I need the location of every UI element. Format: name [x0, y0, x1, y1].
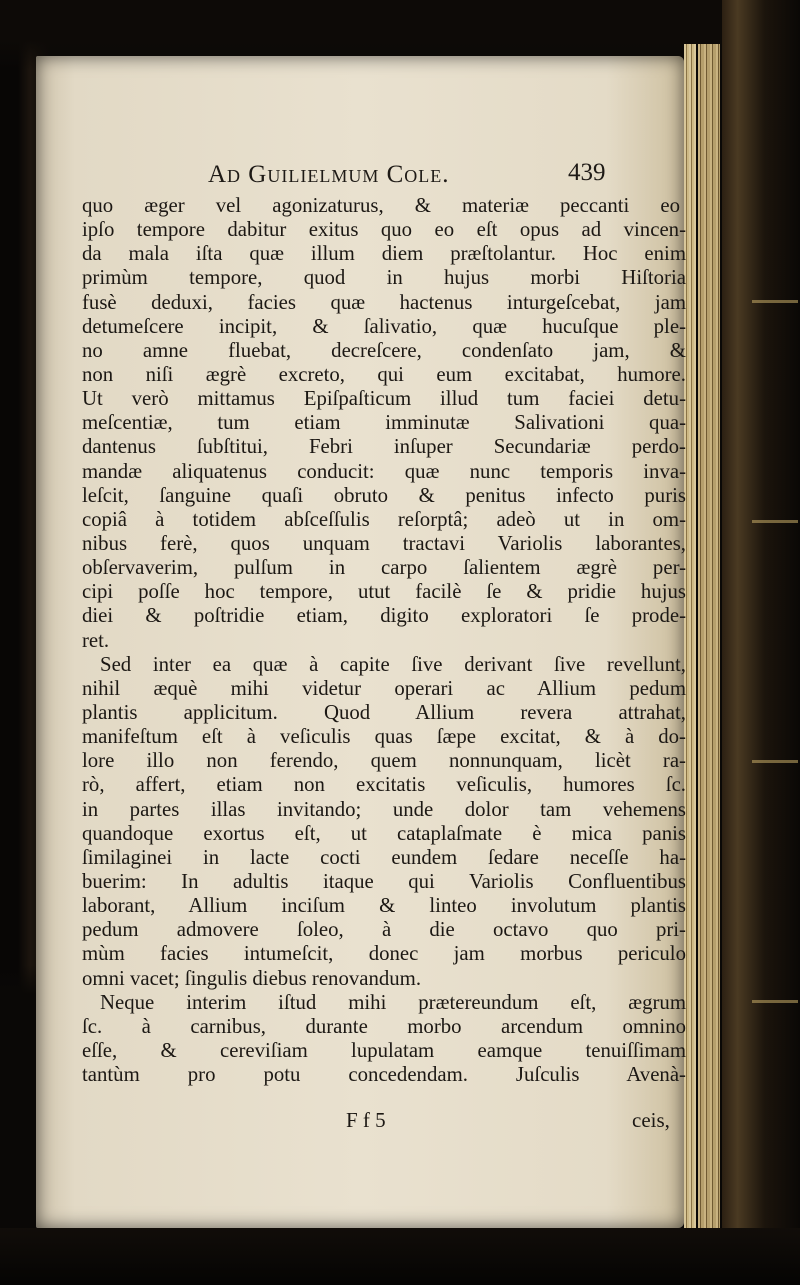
book-edge-shadow — [722, 0, 800, 1285]
text-line: dantenus ſubſtitui, Febri inſuper Secundariæ perdo- — [82, 435, 686, 459]
page-paper — [36, 56, 684, 1228]
text-line: in partes illas invitando; unde dolor tam vehemens — [82, 797, 686, 821]
text-line: diei & poſtridie etiam, digito exploratori ſe prode- — [82, 604, 686, 628]
text-line: non niſi ægrè excreto, qui eum excitabat, humore. — [82, 362, 686, 386]
binding-mark — [752, 760, 798, 763]
page-number: 439 — [568, 159, 606, 186]
text-line: laborant, Allium inciſum & linteo involutum plantis — [82, 894, 686, 918]
text-line: meſcentiæ, tum etiam imminutæ Salivationi qua- — [82, 411, 686, 435]
text-line: mandæ aliquatenus conducit: quæ nunc temporis inva- — [82, 459, 686, 483]
text-line: primùm tempore, quod in hujus morbi Hiſtoria — [82, 266, 686, 290]
text-line: detumeſcere incipit, & ſalivatio, quæ hucuſque ple- — [82, 314, 686, 338]
text-line: manifeſtum eſt à veſiculis quas ſæpe excitat, & à do- — [82, 725, 686, 749]
text-line: no amne fluebat, decreſcere, condenſato jam, & — [82, 338, 686, 362]
binding-mark — [752, 300, 798, 303]
text-line: plantis applicitum. Quod Allium revera attrahat, — [82, 700, 686, 724]
binding-mark — [752, 520, 798, 523]
text-line: rò, affert, etiam non excitatis veſiculis, humores ſc. — [82, 773, 686, 797]
running-title: Ad Guilielmum Cole. — [208, 161, 450, 188]
text-line: tantùm pro potu concedendam. Juſculis Avenà- — [82, 1063, 686, 1087]
text-line: obſervaverim, pulſum in carpo ſalientem ægrè per- — [82, 556, 686, 580]
text-line: ret. — [82, 628, 110, 652]
text-line: copiâ à totidem abſceſſulis reſorptâ; adeò ut in om- — [82, 507, 686, 531]
binding-mark — [752, 1000, 798, 1003]
text-line: nihil æquè mihi videtur operari ac Allium pedum — [82, 676, 686, 700]
text-line: ipſo tempore dabitur exitus quo eo eſt opus ad vincen- — [82, 218, 686, 242]
scan-bottom-border — [0, 1228, 800, 1285]
text-line: cipi poſſe hoc tempore, utut facilè ſe & pridie hujus — [82, 580, 686, 604]
text-line: leſcit, ſanguine quaſi obruto & penitus infecto puris — [82, 483, 686, 507]
text-line: buerim: In adultis itaque qui Variolis Confluentibus — [82, 869, 686, 893]
text-line: ſimilaginei in lacte cocti eundem ſedare neceſſe ha- — [82, 845, 686, 869]
body-text — [82, 194, 726, 1087]
text-line: lore illo non ferendo, quem nonnunquam, licèt ra- — [82, 749, 686, 773]
text-line: nibus ferè, quos unquam tractavi Variolis laborantes, — [82, 531, 686, 555]
text-line: omni vacet; ſingulis diebus renovandum. — [82, 966, 422, 990]
signature-mark: F f 5 — [346, 1108, 386, 1132]
text-line: eſſe, & cereviſiam lupulatam eamque tenuiſſimam — [82, 1038, 686, 1062]
catchword: ceis, — [632, 1108, 670, 1132]
text-line: fusè deduxi, facies quæ hactenus inturgeſcebat, jam — [82, 290, 686, 314]
text-line: ſc. à carnibus, durante morbo arcendum omnino — [82, 1014, 686, 1038]
text-line: Sed inter ea quæ à capite ſive derivant ſive revellunt, — [100, 652, 686, 676]
text-line: pedum admovere ſoleo, à die octavo quo pri- — [82, 918, 686, 942]
text-line: Neque interim iſtud mihi prætereundum eſt, ægrum — [100, 990, 686, 1014]
text-line: da mala iſta quæ illum diem præſtolantur. Hoc enim — [82, 242, 686, 266]
text-line: quo æger vel agonizaturus, & materiæ peccanti eo — [82, 194, 680, 217]
text-line: Ut verò mittamus Epiſpaſticum illud tum faciei detu- — [82, 387, 686, 411]
text-line: quandoque exortus eſt, ut cataplaſmate è mica panis — [82, 821, 686, 845]
text-line: mùm facies intumeſcit, donec jam morbus periculo — [82, 942, 686, 966]
